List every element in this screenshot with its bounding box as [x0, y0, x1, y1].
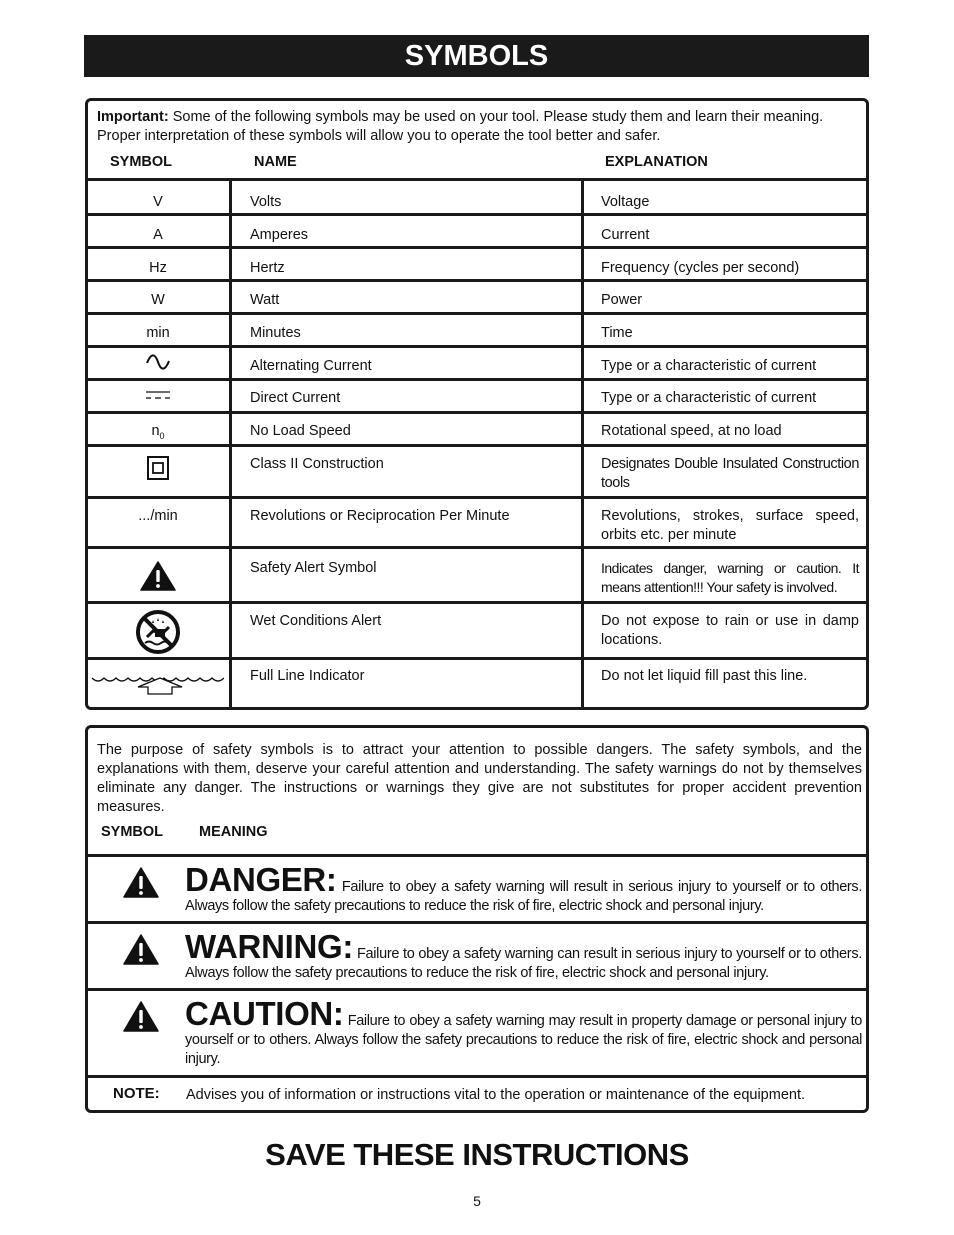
caution-signal-word: CAUTION:: [185, 995, 344, 1032]
explanation-cell: Voltage: [601, 194, 650, 210]
col-header-symbol: SYMBOL: [110, 154, 173, 170]
col-header-explanation: EXPLANATION: [605, 154, 708, 170]
no-load-speed-symbol: n: [151, 423, 160, 439]
name-cell: Watt: [250, 292, 280, 308]
explanation-cell: Type or a characteristic of current: [601, 358, 817, 374]
table-row: [88, 601, 866, 657]
page-number: 5: [473, 1193, 481, 1209]
explanation-cell: Type or a characteristic of current: [601, 390, 817, 406]
symbol-cell: W: [151, 292, 165, 308]
caution-text-block: [185, 997, 862, 1069]
table-row: [88, 178, 866, 213]
intro-text: Some of the following symbols may be used on your tool. Please study them and learn their meaning. Proper interpretation of these symbols will allow you to operate the tool better and safer.: [97, 109, 824, 144]
col-header-symbol: SYMBOL: [101, 824, 164, 840]
safety-alert-icon: [123, 1001, 159, 1032]
name-cell: Safety Alert Symbol: [250, 560, 377, 576]
save-instructions-heading: SAVE THESE INSTRUCTIONS: [265, 1137, 689, 1172]
warning-signal-word: WARNING:: [185, 928, 354, 965]
note-row: [88, 1075, 866, 1110]
safety-symbols-box: [85, 725, 869, 1113]
symbols-table: [85, 98, 869, 710]
explanation-cell: Do not let liquid fill past this line.: [601, 668, 808, 684]
explanation-cell: Rotational speed, at no load: [601, 423, 782, 439]
danger-text: Failure to obey a safety warning will result in serious injury to yourself or to others. Always follow the safety precautions to reduce the risk of fire, electric shock and personal injury.: [185, 879, 862, 914]
table-row: [88, 345, 866, 378]
danger-text-block: [185, 863, 862, 916]
symbols-intro: [97, 108, 862, 146]
safety-alert-icon: [123, 934, 159, 965]
name-cell: Volts: [250, 194, 282, 210]
name-cell: Alternating Current: [250, 358, 372, 374]
explanation-cell: Revolutions, strokes, surface speed, orbits etc. per minute: [601, 508, 859, 543]
danger-signal-word: DANGER:: [185, 861, 337, 898]
explanation-cell: Frequency (cycles per second): [601, 260, 800, 276]
alternating-current-icon: [88, 354, 228, 370]
symbol-cell: V: [153, 194, 163, 210]
explanation-cell: Time: [601, 325, 633, 341]
table-row: [88, 546, 866, 601]
note-text: Advises you of information or instructions vital to the operation or maintenance of the equipment.: [186, 1087, 806, 1103]
warning-row: [88, 921, 866, 988]
caution-row: [88, 988, 866, 1075]
table-row: [88, 312, 866, 345]
name-cell: Class II Construction: [250, 456, 384, 472]
name-cell: Hertz: [250, 260, 285, 276]
important-label: Important:: [97, 109, 169, 125]
name-cell: Wet Conditions Alert: [250, 613, 382, 629]
danger-row: [88, 854, 866, 921]
table-row: [88, 378, 866, 411]
name-cell: Direct Current: [250, 390, 341, 406]
full-line-indicator-icon: [90, 668, 224, 700]
safety-intro: The purpose of safety symbols is to attract your attention to possible dangers. The safety symbols, and the explanations with them, deserve your careful attention and understanding. The safety warnings do not by themselves eliminate any danger. The instructions or warnings they give are not substitutes for proper accident prevention measures.: [97, 742, 862, 815]
note-label: NOTE:: [113, 1085, 160, 1102]
symbol-cell: A: [153, 227, 163, 243]
warning-text-block: [185, 930, 862, 983]
table-row: [88, 444, 866, 496]
name-cell: Amperes: [250, 227, 309, 243]
wet-conditions-icon: [88, 609, 228, 655]
caution-text: Failure to obey a safety warning may result in property damage or personal injury to yourself or to others. Always follow the safety precautions to reduce the risk of fire, electric shock and personal injury.: [185, 1013, 862, 1067]
explanation-cell: Current: [601, 227, 650, 243]
col-header-name: NAME: [254, 154, 297, 170]
col-header-meaning: MEANING: [199, 824, 268, 840]
table-row: [88, 279, 866, 312]
explanation-cell: Indicates danger, warning or caution. It means attention!!! Your safety is involved.: [601, 560, 859, 595]
direct-current-icon: [88, 390, 228, 400]
name-cell: Minutes: [250, 325, 301, 341]
table-row: [88, 411, 866, 444]
symbol-cell: .../min: [138, 508, 178, 524]
table-row: [88, 657, 866, 707]
warning-text: Failure to obey a safety warning can result in serious injury to yourself or to others. Always follow the safety precautions to reduce the risk of fire, electric shock and personal injury.: [185, 946, 862, 981]
class-ii-construction-icon: [88, 456, 228, 480]
safety-alert-icon: [123, 867, 159, 898]
subscript: 0: [159, 430, 165, 441]
page-title: SYMBOLS: [84, 35, 869, 77]
explanation-cell: Designates Double Insulated Construction tools: [601, 456, 859, 491]
name-cell: Full Line Indicator: [250, 668, 365, 684]
explanation-cell: Power: [601, 292, 643, 308]
table-row: [88, 213, 866, 246]
table-row: [88, 496, 866, 546]
table-row: [88, 246, 866, 279]
explanation-cell: Do not expose to rain or use in damp locations.: [601, 613, 859, 648]
name-cell: No Load Speed: [250, 423, 351, 439]
safety-alert-icon: [88, 561, 228, 591]
name-cell: Revolutions or Reciprocation Per Minute: [250, 508, 510, 524]
symbol-cell: min: [146, 325, 170, 341]
symbol-cell: Hz: [149, 260, 167, 276]
symbol-cell: [88, 422, 228, 446]
